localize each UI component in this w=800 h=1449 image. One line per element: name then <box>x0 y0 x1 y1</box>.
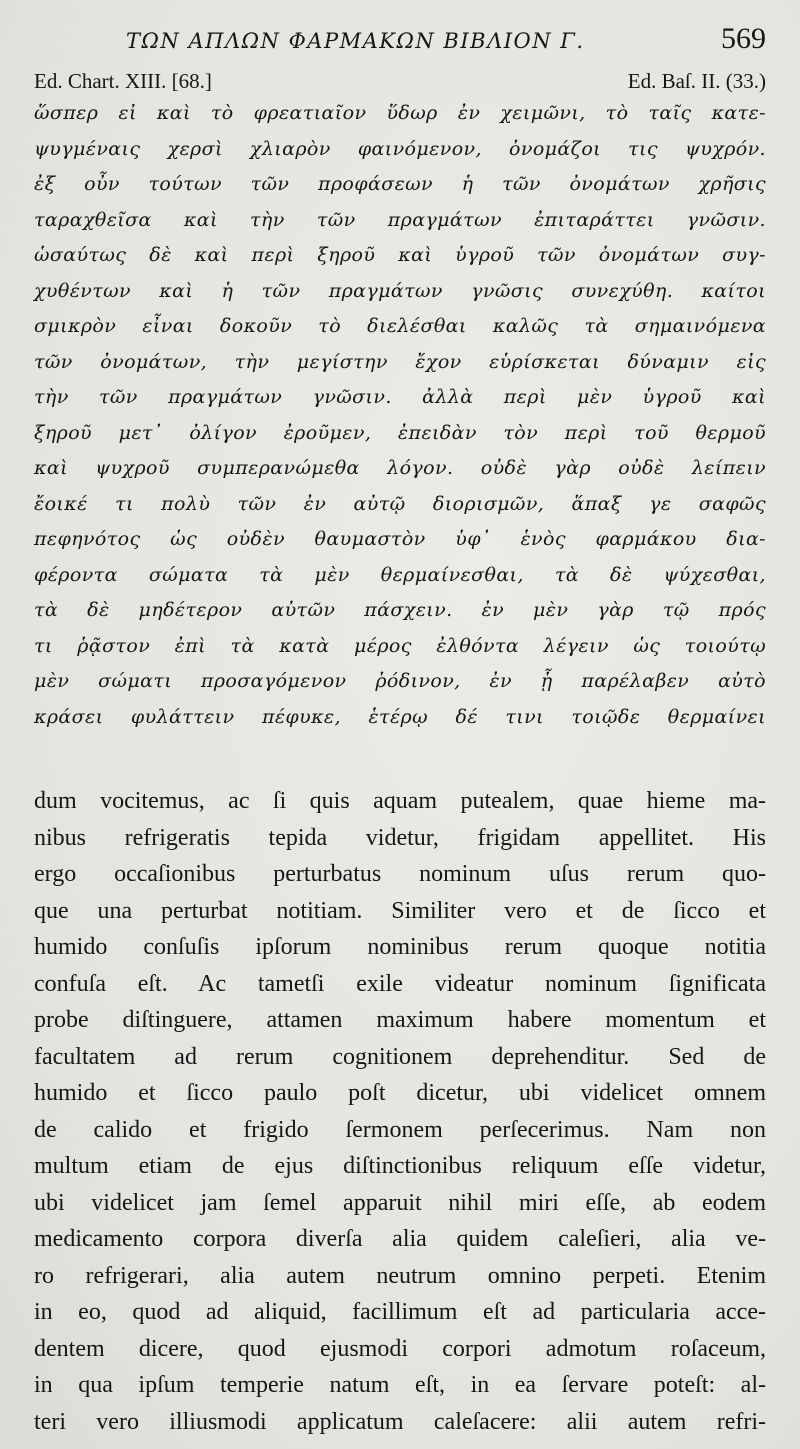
edition-references <box>34 66 766 96</box>
greek-line: φέροντα σώματα τὰ μὲν θερμαίνεσθαι, τὰ δὲ ψύχεσθαι, <box>34 563 766 586</box>
greek-line: καὶ ψυχροῦ συμπερανώμεθα λόγον. οὐδὲ γὰρ οὐδὲ λείπειν <box>34 457 766 479</box>
greek-line: ἔοικέ τι πολὺ τῶν ἐν αὐτῷ διορισμῶν, ἅπαξ γε σαφῶς <box>34 492 766 515</box>
greek-line: τὴν τῶν πραγμάτων γνῶσιν. ἀλλὰ περὶ μὲν ὑγροῦ καὶ <box>34 386 766 408</box>
greek-line: τὰ δὲ μηδέτερον αὐτῶν πάσχειν. ἐν μὲν γὰρ τῷ πρός <box>34 599 766 621</box>
greek-line: τι ῥᾷστον ἐπὶ τὰ κατὰ μέρος ἐλθόντα λέγειν ὡς τοιούτῳ <box>34 634 766 657</box>
latin-line: nibus refrigeratis tepida videtur, frigidam appellitet. His <box>34 824 766 851</box>
latin-line: dum vocitemus, ac ſi quis aquam putealem, quae hieme ma- <box>34 788 766 814</box>
latin-line: ergo occaſionibus perturbatus nominum uſus rerum quo- <box>34 861 766 887</box>
latin-line: humido conſuſis ipſorum nominibus rerum quoque notitia <box>34 934 766 960</box>
latin-line: ro refrigerari, alia autem neutrum omnino perpeti. Etenim <box>34 1262 766 1289</box>
greek-line: ξηροῦ μετ᾽ ὀλίγον ἐροῦμεν, ἐπειδὰν τὸν περὶ τοῦ θερμοῦ <box>34 421 766 444</box>
latin-line: de calido et frigido ſermonem perſecerimus. Nam non <box>34 1116 766 1143</box>
greek-line: μὲν σώματι προσαγόμενον ῥόδινον, ἐν ᾗ παρέλαβεν αὐτὸ <box>34 670 766 692</box>
greek-line: πεφηνότος ὡς οὐδὲν θαυμαστὸν ὑφ᾽ ἑνὸς φαρμάκου δια- <box>34 528 766 550</box>
greek-line: ὥσπερ εἰ καὶ τὸ φρεατιαῖον ὕδωρ ἐν χειμῶνι, τὸ ταῖς κατε- <box>34 102 766 124</box>
latin-line: medicamento corpora diverſa alia quidem caleſieri, alia ve- <box>34 1226 766 1252</box>
greek-line: κράσει φυλάττειν πέφυκε, ἑτέρῳ δέ τινι τοιῷδε θερμαίνει <box>34 705 766 728</box>
page-number: 569 <box>721 22 766 55</box>
latin-line: teri vero illiusmodi applicatum caleſacere: alii autem refri- <box>34 1408 766 1435</box>
latin-line: probe diſtinguere, attamen maximum habere momentum et <box>34 1007 766 1033</box>
greek-text-block <box>34 96 766 735</box>
latin-line: facultatem ad rerum cognitionem deprehenditur. Sed de <box>34 1043 766 1070</box>
latin-text-block <box>34 783 766 1440</box>
latin-line: ubi videlicet jam ſemel apparuit nihil miri eſſe, ab eodem <box>34 1189 766 1216</box>
latin-line: humido et ſicco paulo poſt dicetur, ubi videlicet omnem <box>34 1080 766 1106</box>
greek-line: ἐξ οὖν τούτων τῶν προφάσεων ἡ τῶν ὀνομάτων χρῆσις <box>34 173 766 195</box>
latin-line: in eo, quod ad aliquid, facillimum eſt ad particularia acce- <box>34 1299 766 1325</box>
greek-line: σμικρὸν εἶναι δοκοῦν τὸ διελέσθαι καλῶς τὰ σημαινόμενα <box>34 315 766 337</box>
latin-line: multum etiam de ejus diſtinctionibus reliquum eſſe videtur, <box>34 1153 766 1179</box>
edition-ref-chartier: Ed. Chart. XIII. [68.] <box>34 69 212 93</box>
edition-ref-basel: Ed. Baſ. II. (33.) <box>627 69 766 93</box>
latin-line: in qua ipſum temperie natum eſt, in ea ſervare poteſt: al- <box>34 1372 766 1398</box>
section-gap <box>34 735 766 783</box>
greek-line: ταραχθεῖσα καὶ τὴν τῶν πραγμάτων ἐπιταράττει γνῶσιν. <box>34 208 766 231</box>
greek-line: χυθέντων καὶ ἡ τῶν πραγμάτων γνῶσις συνεχύθη. καίτοι <box>34 279 766 302</box>
latin-line: confuſa eſt. Ac tametſi exile videatur nominum ſignificata <box>34 970 766 997</box>
running-title: ΤΩΝ ΑΠΛΩΝ ΦΑΡΜΑΚΩΝ ΒΙΒΛΙΟΝ Γ. <box>126 29 585 53</box>
greek-line: ὡσαύτως δὲ καὶ περὶ ξηροῦ καὶ ὑγροῦ τῶν ὀνομάτων συγ- <box>34 244 766 266</box>
greek-line: τῶν ὀνομάτων, τὴν μεγίστην ἔχον εὑρίσκεται δύναμιν εἰς <box>34 350 766 373</box>
latin-line: dentem dicere, quod ejusmodi corpori admotum roſaceum, <box>34 1335 766 1362</box>
greek-line: ψυγμέναις χερσὶ χλιαρὸν φαινόμενον, ὀνομάζοι τις ψυχρόν. <box>34 137 766 160</box>
running-head <box>34 22 766 66</box>
latin-line: que una perturbat notitiam. Similiter vero et de ſicco et <box>34 897 766 924</box>
